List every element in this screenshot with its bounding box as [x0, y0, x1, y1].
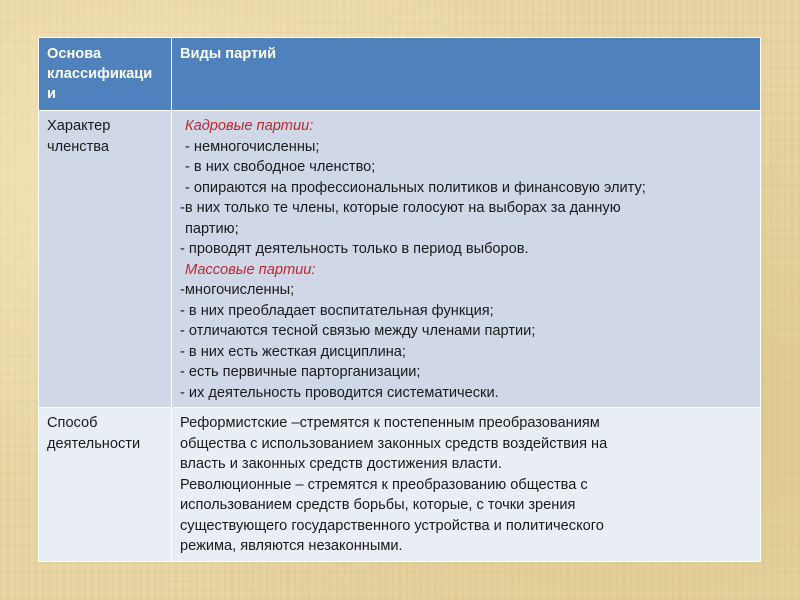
header-party-types: Виды партий [172, 38, 761, 111]
mass-parties-title: Массовые партии: [185, 261, 316, 278]
text-line: Реформистские –стремятся к постепенным преобразованиям [180, 415, 600, 431]
table-row [39, 408, 761, 562]
text-line: использованием средств борьбы, которые, с точки зрения [180, 497, 576, 513]
list-item: -в них только те члены, которые голосуют на выборах за данную [180, 200, 621, 216]
text-line: общества с использованием законных средств воздействия на [180, 435, 608, 452]
header-classification-basis: Основа классификаци и [39, 38, 172, 111]
list-item: - их деятельность проводится систематически. [180, 384, 499, 401]
list-item: - проводят деятельность только в период выборов. [180, 241, 529, 257]
table-row [39, 111, 761, 408]
membership-description-cell [172, 111, 761, 408]
list-item: -многочисленны; [180, 282, 295, 298]
list-item: - в них преобладает воспитательная функция; [180, 302, 494, 319]
table-header-row [39, 38, 761, 111]
text-line: Революционные – стремятся к преобразованию общества с [180, 476, 588, 493]
text-line: существующего государственного устройства и политического [180, 517, 604, 534]
party-classification-table [38, 37, 761, 562]
list-item: - есть первичные парторганизации; [180, 364, 421, 380]
list-item: - в них есть жесткая дисциплина; [180, 343, 406, 360]
list-item: - немногочисленны; [185, 138, 320, 155]
list-item: - в них свободное членство; [185, 159, 376, 175]
list-item: - отличаются тесной связью между членами партии; [180, 323, 536, 339]
text-line: власть и законных средств достижения власти. [180, 456, 502, 472]
row-label-activity-method: Способ деятельности [39, 408, 172, 562]
cadre-parties-title: Кадровые партии: [185, 118, 314, 134]
activity-description-cell [172, 408, 761, 562]
row-label-membership: Характер членства [39, 111, 172, 408]
text-line: режима, являются незаконными. [180, 538, 403, 554]
list-item: - опираются на профессиональных политиков и финансовую элиту; [185, 179, 646, 196]
list-item: партию; [185, 220, 239, 237]
